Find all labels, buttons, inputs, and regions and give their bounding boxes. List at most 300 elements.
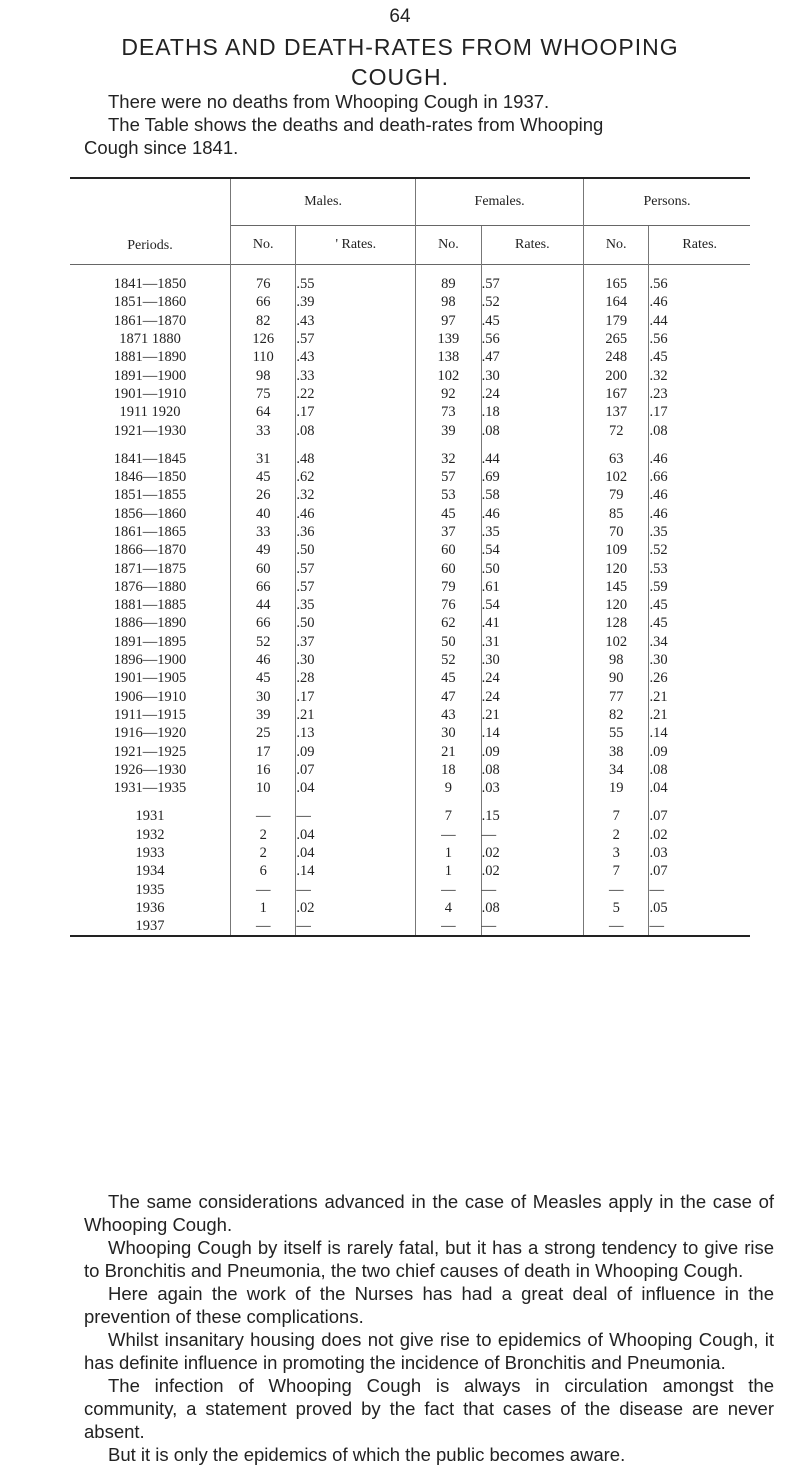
page-number: 64 (389, 6, 411, 27)
persons-no-cell: 109 (584, 541, 649, 559)
males-rate-cell: .09 (296, 742, 416, 760)
females-rate-cell: .24 (481, 385, 583, 403)
females-no-cell: 37 (416, 523, 481, 541)
persons-rate-cell: .66 (649, 468, 750, 486)
table-row (70, 706, 750, 724)
table-row (70, 826, 750, 844)
females-rate-cell: .09 (481, 742, 583, 760)
table-row (70, 440, 750, 468)
males-no-cell: 52 (231, 633, 296, 651)
females-no-cell: 97 (416, 312, 481, 330)
females-rate-cell: .15 (481, 797, 583, 825)
persons-rate-cell: .05 (649, 899, 750, 917)
females-rate-cell: .03 (481, 779, 583, 797)
persons-rate-cell: .56 (649, 265, 750, 294)
table-row (70, 596, 750, 614)
males-rate-cell: .04 (296, 844, 416, 862)
males-rate-cell: — (296, 881, 416, 899)
males-rate-cell: .43 (296, 348, 416, 366)
period-cell: 1876—1880 (113, 578, 187, 595)
table-row (70, 541, 750, 559)
period-cell: 1901—1910 (113, 385, 187, 402)
persons-no-cell: 77 (584, 688, 649, 706)
females-rate-cell: .46 (481, 505, 583, 523)
persons-no-cell: 7 (584, 862, 649, 880)
females-no-cell: 92 (416, 385, 481, 403)
males-no-cell: 40 (231, 505, 296, 523)
females-rate-cell: .24 (481, 669, 583, 687)
males-rate-cell: .17 (296, 403, 416, 421)
paragraph: Here again the work of the Nurses has had a great deal of influence in the prevention of these complications. (84, 1283, 774, 1327)
table-row (70, 523, 750, 541)
period-cell: 1936 (135, 899, 165, 916)
persons-rate-cell: .34 (649, 633, 750, 651)
period-cell: 1931 (135, 808, 165, 825)
males-no-cell: 49 (231, 541, 296, 559)
persons-rate-cell: .07 (649, 797, 750, 825)
males-rate-cell: .50 (296, 541, 416, 559)
table-row (70, 505, 750, 523)
females-rate-cell: .08 (481, 421, 583, 439)
females-no-cell: 47 (416, 688, 481, 706)
males-rate-cell: .57 (296, 559, 416, 577)
persons-no-cell: 248 (584, 348, 649, 366)
period-cell: 1881—1890 (113, 349, 187, 366)
table-row (70, 797, 750, 825)
persons-no-cell: 7 (584, 797, 649, 825)
males-rate-cell: .57 (296, 578, 416, 596)
females-no-cell: 60 (416, 541, 481, 559)
males-rate-cell: .07 (296, 761, 416, 779)
period-cell: 1866—1870 (113, 542, 187, 559)
males-no-cell: 98 (231, 366, 296, 384)
persons-no-cell: 63 (584, 440, 649, 468)
females-rate-cell: .41 (481, 614, 583, 632)
males-rate-cell: .13 (296, 724, 416, 742)
females-no-cell: 138 (416, 348, 481, 366)
persons-rate-cell: .30 (649, 651, 750, 669)
table-row (70, 385, 750, 403)
females-no-cell: 76 (416, 596, 481, 614)
males-no-cell: 30 (231, 688, 296, 706)
intro-line-1: There were no deaths from Whooping Cough in 1937. (108, 91, 550, 112)
females-no-cell: 57 (416, 468, 481, 486)
persons-rate-cell: — (649, 881, 750, 899)
table-row (70, 724, 750, 742)
persons-no-cell: 128 (584, 614, 649, 632)
period-cell: 1931—1935 (113, 780, 187, 797)
females-rate-cell: .44 (481, 440, 583, 468)
males-no-cell: 16 (231, 761, 296, 779)
males-rate-cell: .02 (296, 899, 416, 917)
table-row (70, 651, 750, 669)
males-rate-cell: .37 (296, 633, 416, 651)
persons-no-cell: 2 (584, 826, 649, 844)
persons-rate-cell: .07 (649, 862, 750, 880)
persons-rate-cell: .45 (649, 348, 750, 366)
males-no-cell: 76 (231, 265, 296, 294)
females-no-cell: 73 (416, 403, 481, 421)
persons-no-cell: 79 (584, 486, 649, 504)
females-rate-cell: .02 (481, 844, 583, 862)
females-rate-cell: .30 (481, 366, 583, 384)
males-no-cell: 46 (231, 651, 296, 669)
table-row (70, 559, 750, 577)
table-row (70, 633, 750, 651)
persons-rate-cell: .52 (649, 541, 750, 559)
males-header: Males. (231, 178, 416, 226)
persons-rate-cell: .59 (649, 578, 750, 596)
period-cell: 1935 (135, 881, 165, 898)
females-rate-cell: — (481, 826, 583, 844)
persons-no-cell: 179 (584, 312, 649, 330)
persons-rate-cell: .04 (649, 779, 750, 797)
males-rate-cell: .08 (296, 421, 416, 439)
paragraph: The infection of Whooping Cough is always in circulation amongst the community, a statement proved by the fact that cases of the disease are never absent. (84, 1375, 774, 1442)
persons-no-cell: 3 (584, 844, 649, 862)
persons-rate-cell: .08 (649, 421, 750, 439)
period-cell: 1886—1890 (113, 615, 187, 632)
females-no-cell: 1 (416, 844, 481, 862)
males-rate-cell: .43 (296, 312, 416, 330)
persons-no-cell: 145 (584, 578, 649, 596)
females-rate-cell: .35 (481, 523, 583, 541)
females-rate-cell: .08 (481, 899, 583, 917)
females-no-cell: 52 (416, 651, 481, 669)
persons-rate-cell: .08 (649, 761, 750, 779)
table-row (70, 917, 750, 936)
females-no-cell: 4 (416, 899, 481, 917)
persons-no-cell: 137 (584, 403, 649, 421)
males-no-cell: 66 (231, 578, 296, 596)
males-rate-cell: .21 (296, 706, 416, 724)
males-no-cell: 33 (231, 523, 296, 541)
period-cell: 1911 1920 (119, 404, 181, 421)
males-no-cell: 60 (231, 559, 296, 577)
males-no-cell: 25 (231, 724, 296, 742)
females-rate-cell: .24 (481, 688, 583, 706)
period-cell: 1916—1920 (113, 725, 187, 742)
females-no-cell: 30 (416, 724, 481, 742)
females-rate-cell: .31 (481, 633, 583, 651)
page-title (0, 32, 800, 92)
males-no-cell: 82 (231, 312, 296, 330)
persons-no-cell: 102 (584, 468, 649, 486)
intro-text (84, 90, 774, 159)
persons-rate-cell: .14 (649, 724, 750, 742)
males-no-cell: 2 (231, 844, 296, 862)
males-no-cell: 44 (231, 596, 296, 614)
females-rate-cell: .50 (481, 559, 583, 577)
paragraph: Whilst insanitary housing does not give rise to epidemics of Whooping Cough, it has definite influence in promoting the incidence of Bronchitis and Pneumonia. (84, 1329, 774, 1373)
females-rate-cell: .08 (481, 761, 583, 779)
females-no-cell: 102 (416, 366, 481, 384)
persons-no-cell: 85 (584, 505, 649, 523)
table-row (70, 312, 750, 330)
period-cell: 1906—1910 (113, 688, 187, 705)
persons-no-cell: 120 (584, 596, 649, 614)
persons-no-cell: 165 (584, 265, 649, 294)
males-rate-cell: .46 (296, 505, 416, 523)
males-rate-cell: .14 (296, 862, 416, 880)
table-row (70, 421, 750, 439)
persons-rate-cell: .35 (649, 523, 750, 541)
persons-no-cell: — (584, 881, 649, 899)
females-rate-cell: .02 (481, 862, 583, 880)
females-rates-header: Rates. (481, 226, 583, 265)
persons-no-cell: 120 (584, 559, 649, 577)
persons-no-cell: 167 (584, 385, 649, 403)
males-rate-cell: .36 (296, 523, 416, 541)
table-row (70, 688, 750, 706)
persons-no-cell: 55 (584, 724, 649, 742)
males-no-cell: 75 (231, 385, 296, 403)
table-row (70, 881, 750, 899)
females-no-cell: 50 (416, 633, 481, 651)
females-no-cell: 43 (416, 706, 481, 724)
females-no-cell: 1 (416, 862, 481, 880)
females-no-cell: 45 (416, 505, 481, 523)
males-no-cell: 39 (231, 706, 296, 724)
females-no-cell: — (416, 917, 481, 936)
females-no-cell: — (416, 826, 481, 844)
period-cell: 1841—1850 (113, 276, 187, 293)
table-row (70, 348, 750, 366)
males-no-cell: 6 (231, 862, 296, 880)
persons-rate-cell: .56 (649, 330, 750, 348)
title-line-1: DEATHS AND DEATH-RATES FROM WHOOPING (121, 34, 679, 60)
period-cell: 1932 (135, 826, 165, 843)
table-row (70, 468, 750, 486)
males-no-cell: 66 (231, 614, 296, 632)
table-row (70, 669, 750, 687)
females-rate-cell: .61 (481, 578, 583, 596)
period-cell: 1841—1845 (113, 450, 187, 467)
females-no-cell: 53 (416, 486, 481, 504)
persons-rate-cell: .03 (649, 844, 750, 862)
period-cell: 1921—1930 (113, 422, 187, 439)
males-no-cell: 10 (231, 779, 296, 797)
males-no-cell: 2 (231, 826, 296, 844)
persons-rate-cell: .23 (649, 385, 750, 403)
persons-rate-cell: .09 (649, 742, 750, 760)
persons-no-cell: 102 (584, 633, 649, 651)
period-cell: 1891—1900 (113, 367, 187, 384)
title-line-2: COUGH. (351, 64, 449, 90)
table-row (70, 862, 750, 880)
period-cell: 1926—1930 (113, 761, 187, 778)
period-cell: 1856—1860 (113, 505, 187, 522)
females-rate-cell: .30 (481, 651, 583, 669)
persons-rate-cell: .46 (649, 293, 750, 311)
persons-no-cell: 70 (584, 523, 649, 541)
persons-rates-header: Rates. (649, 226, 750, 265)
persons-rate-cell: .53 (649, 559, 750, 577)
females-rate-cell: .57 (481, 265, 583, 294)
persons-no-cell: 82 (584, 706, 649, 724)
males-rate-cell: .50 (296, 614, 416, 632)
table-body (70, 265, 750, 937)
persons-rate-cell: .02 (649, 826, 750, 844)
males-no-cell: 126 (231, 330, 296, 348)
period-cell: 1861—1870 (113, 312, 187, 329)
persons-no-cell: 72 (584, 421, 649, 439)
persons-no-cell: 90 (584, 669, 649, 687)
table-row (70, 366, 750, 384)
females-rate-cell: .54 (481, 541, 583, 559)
persons-rate-cell: .46 (649, 505, 750, 523)
males-rate-cell: .30 (296, 651, 416, 669)
period-cell: 1881—1885 (113, 597, 187, 614)
males-rate-cell: .33 (296, 366, 416, 384)
period-cell: 1921—1925 (113, 743, 187, 760)
period-cell: 1851—1855 (113, 487, 187, 504)
intro-line-2: The Table shows the deaths and death-rates from Whooping (108, 114, 604, 135)
paragraph: But it is only the epidemics of which the public becomes aware. (108, 1444, 626, 1465)
females-no-cell: 62 (416, 614, 481, 632)
females-rate-cell: .45 (481, 312, 583, 330)
persons-no-cell: 164 (584, 293, 649, 311)
period-cell: 1891—1895 (113, 633, 187, 650)
persons-rate-cell: .26 (649, 669, 750, 687)
whooping-cough-table (70, 177, 750, 937)
females-no-cell: — (416, 881, 481, 899)
table-row (70, 403, 750, 421)
persons-no-cell: 200 (584, 366, 649, 384)
table-row (70, 578, 750, 596)
males-no-cell: 45 (231, 669, 296, 687)
paragraph: Whooping Cough by itself is rarely fatal, but it has a strong tendency to give rise to Bronchitis and Pneumonia, the two chief causes of death in Whooping Cough. (84, 1237, 774, 1281)
persons-rate-cell: .32 (649, 366, 750, 384)
table-row (70, 742, 750, 760)
table-row (70, 761, 750, 779)
females-rate-cell: .47 (481, 348, 583, 366)
males-rate-cell: .62 (296, 468, 416, 486)
males-no-cell: 26 (231, 486, 296, 504)
persons-no-cell: 5 (584, 899, 649, 917)
persons-no-cell: — (584, 917, 649, 936)
males-rate-cell: — (296, 917, 416, 936)
period-cell: 1901—1905 (113, 670, 187, 687)
females-no-cell: 60 (416, 559, 481, 577)
males-rate-cell: .57 (296, 330, 416, 348)
males-no-cell: 45 (231, 468, 296, 486)
females-rate-cell: .52 (481, 293, 583, 311)
males-no-cell: 31 (231, 440, 296, 468)
males-rate-cell: .48 (296, 440, 416, 468)
persons-rate-cell: — (649, 917, 750, 936)
males-rate-cell: .22 (296, 385, 416, 403)
females-rate-cell: — (481, 917, 583, 936)
females-no-cell: 7 (416, 797, 481, 825)
males-rate-cell: — (296, 797, 416, 825)
males-rate-cell: .35 (296, 596, 416, 614)
persons-no-cell: 38 (584, 742, 649, 760)
period-cell: 1871 1880 (119, 331, 181, 348)
females-header: Females. (416, 178, 584, 226)
table-row (70, 330, 750, 348)
persons-rate-cell: .17 (649, 403, 750, 421)
males-no-cell: — (231, 797, 296, 825)
males-rate-cell: .32 (296, 486, 416, 504)
table-row (70, 265, 750, 294)
table-row (70, 293, 750, 311)
table-row (70, 486, 750, 504)
females-rate-cell: — (481, 881, 583, 899)
period-cell: 1846—1850 (113, 469, 187, 486)
females-rate-cell: .56 (481, 330, 583, 348)
period-cell: 1861—1865 (113, 524, 187, 540)
table-row (70, 844, 750, 862)
females-no-cell: 79 (416, 578, 481, 596)
males-no-cell: 110 (231, 348, 296, 366)
males-no-header: No. (231, 226, 296, 265)
females-no-cell: 39 (416, 421, 481, 439)
intro-line-3: Cough since 1841. (84, 137, 239, 158)
period-cell: 1933 (135, 845, 165, 862)
females-rate-cell: .18 (481, 403, 583, 421)
males-no-cell: 17 (231, 742, 296, 760)
females-no-cell: 18 (416, 761, 481, 779)
period-cell: 1871—1875 (113, 560, 187, 577)
persons-rate-cell: .21 (649, 706, 750, 724)
persons-no-cell: 19 (584, 779, 649, 797)
persons-rate-cell: .45 (649, 596, 750, 614)
males-rates-header: ' Rates. (296, 226, 416, 265)
females-rate-cell: .54 (481, 596, 583, 614)
females-rate-cell: .58 (481, 486, 583, 504)
males-no-cell: 64 (231, 403, 296, 421)
periods-header: Periods. (127, 238, 173, 253)
females-no-cell: 9 (416, 779, 481, 797)
persons-rate-cell: .46 (649, 440, 750, 468)
persons-rate-cell: .21 (649, 688, 750, 706)
males-no-cell: — (231, 917, 296, 936)
females-no-cell: 45 (416, 669, 481, 687)
persons-header: Persons. (584, 178, 750, 226)
period-cell: 1896—1900 (113, 652, 187, 669)
males-rate-cell: .04 (296, 826, 416, 844)
period-cell: 1937 (135, 918, 165, 935)
males-rate-cell: .28 (296, 669, 416, 687)
females-rate-cell: .69 (481, 468, 583, 486)
females-rate-cell: .21 (481, 706, 583, 724)
males-rate-cell: .39 (296, 293, 416, 311)
females-rate-cell: .14 (481, 724, 583, 742)
males-no-cell: 66 (231, 293, 296, 311)
table-row (70, 899, 750, 917)
persons-no-cell: 34 (584, 761, 649, 779)
males-rate-cell: .04 (296, 779, 416, 797)
females-no-header: No. (416, 226, 481, 265)
table-row (70, 779, 750, 797)
females-no-cell: 139 (416, 330, 481, 348)
males-rate-cell: .17 (296, 688, 416, 706)
females-no-cell: 21 (416, 742, 481, 760)
persons-no-header: No. (584, 226, 649, 265)
persons-no-cell: 265 (584, 330, 649, 348)
males-no-cell: 33 (231, 421, 296, 439)
persons-no-cell: 98 (584, 651, 649, 669)
body-text (84, 1190, 774, 1466)
males-no-cell: — (231, 881, 296, 899)
persons-rate-cell: .44 (649, 312, 750, 330)
period-cell: 1851—1860 (113, 294, 187, 311)
males-no-cell: 1 (231, 899, 296, 917)
persons-rate-cell: .45 (649, 614, 750, 632)
table-row (70, 614, 750, 632)
males-rate-cell: .55 (296, 265, 416, 294)
